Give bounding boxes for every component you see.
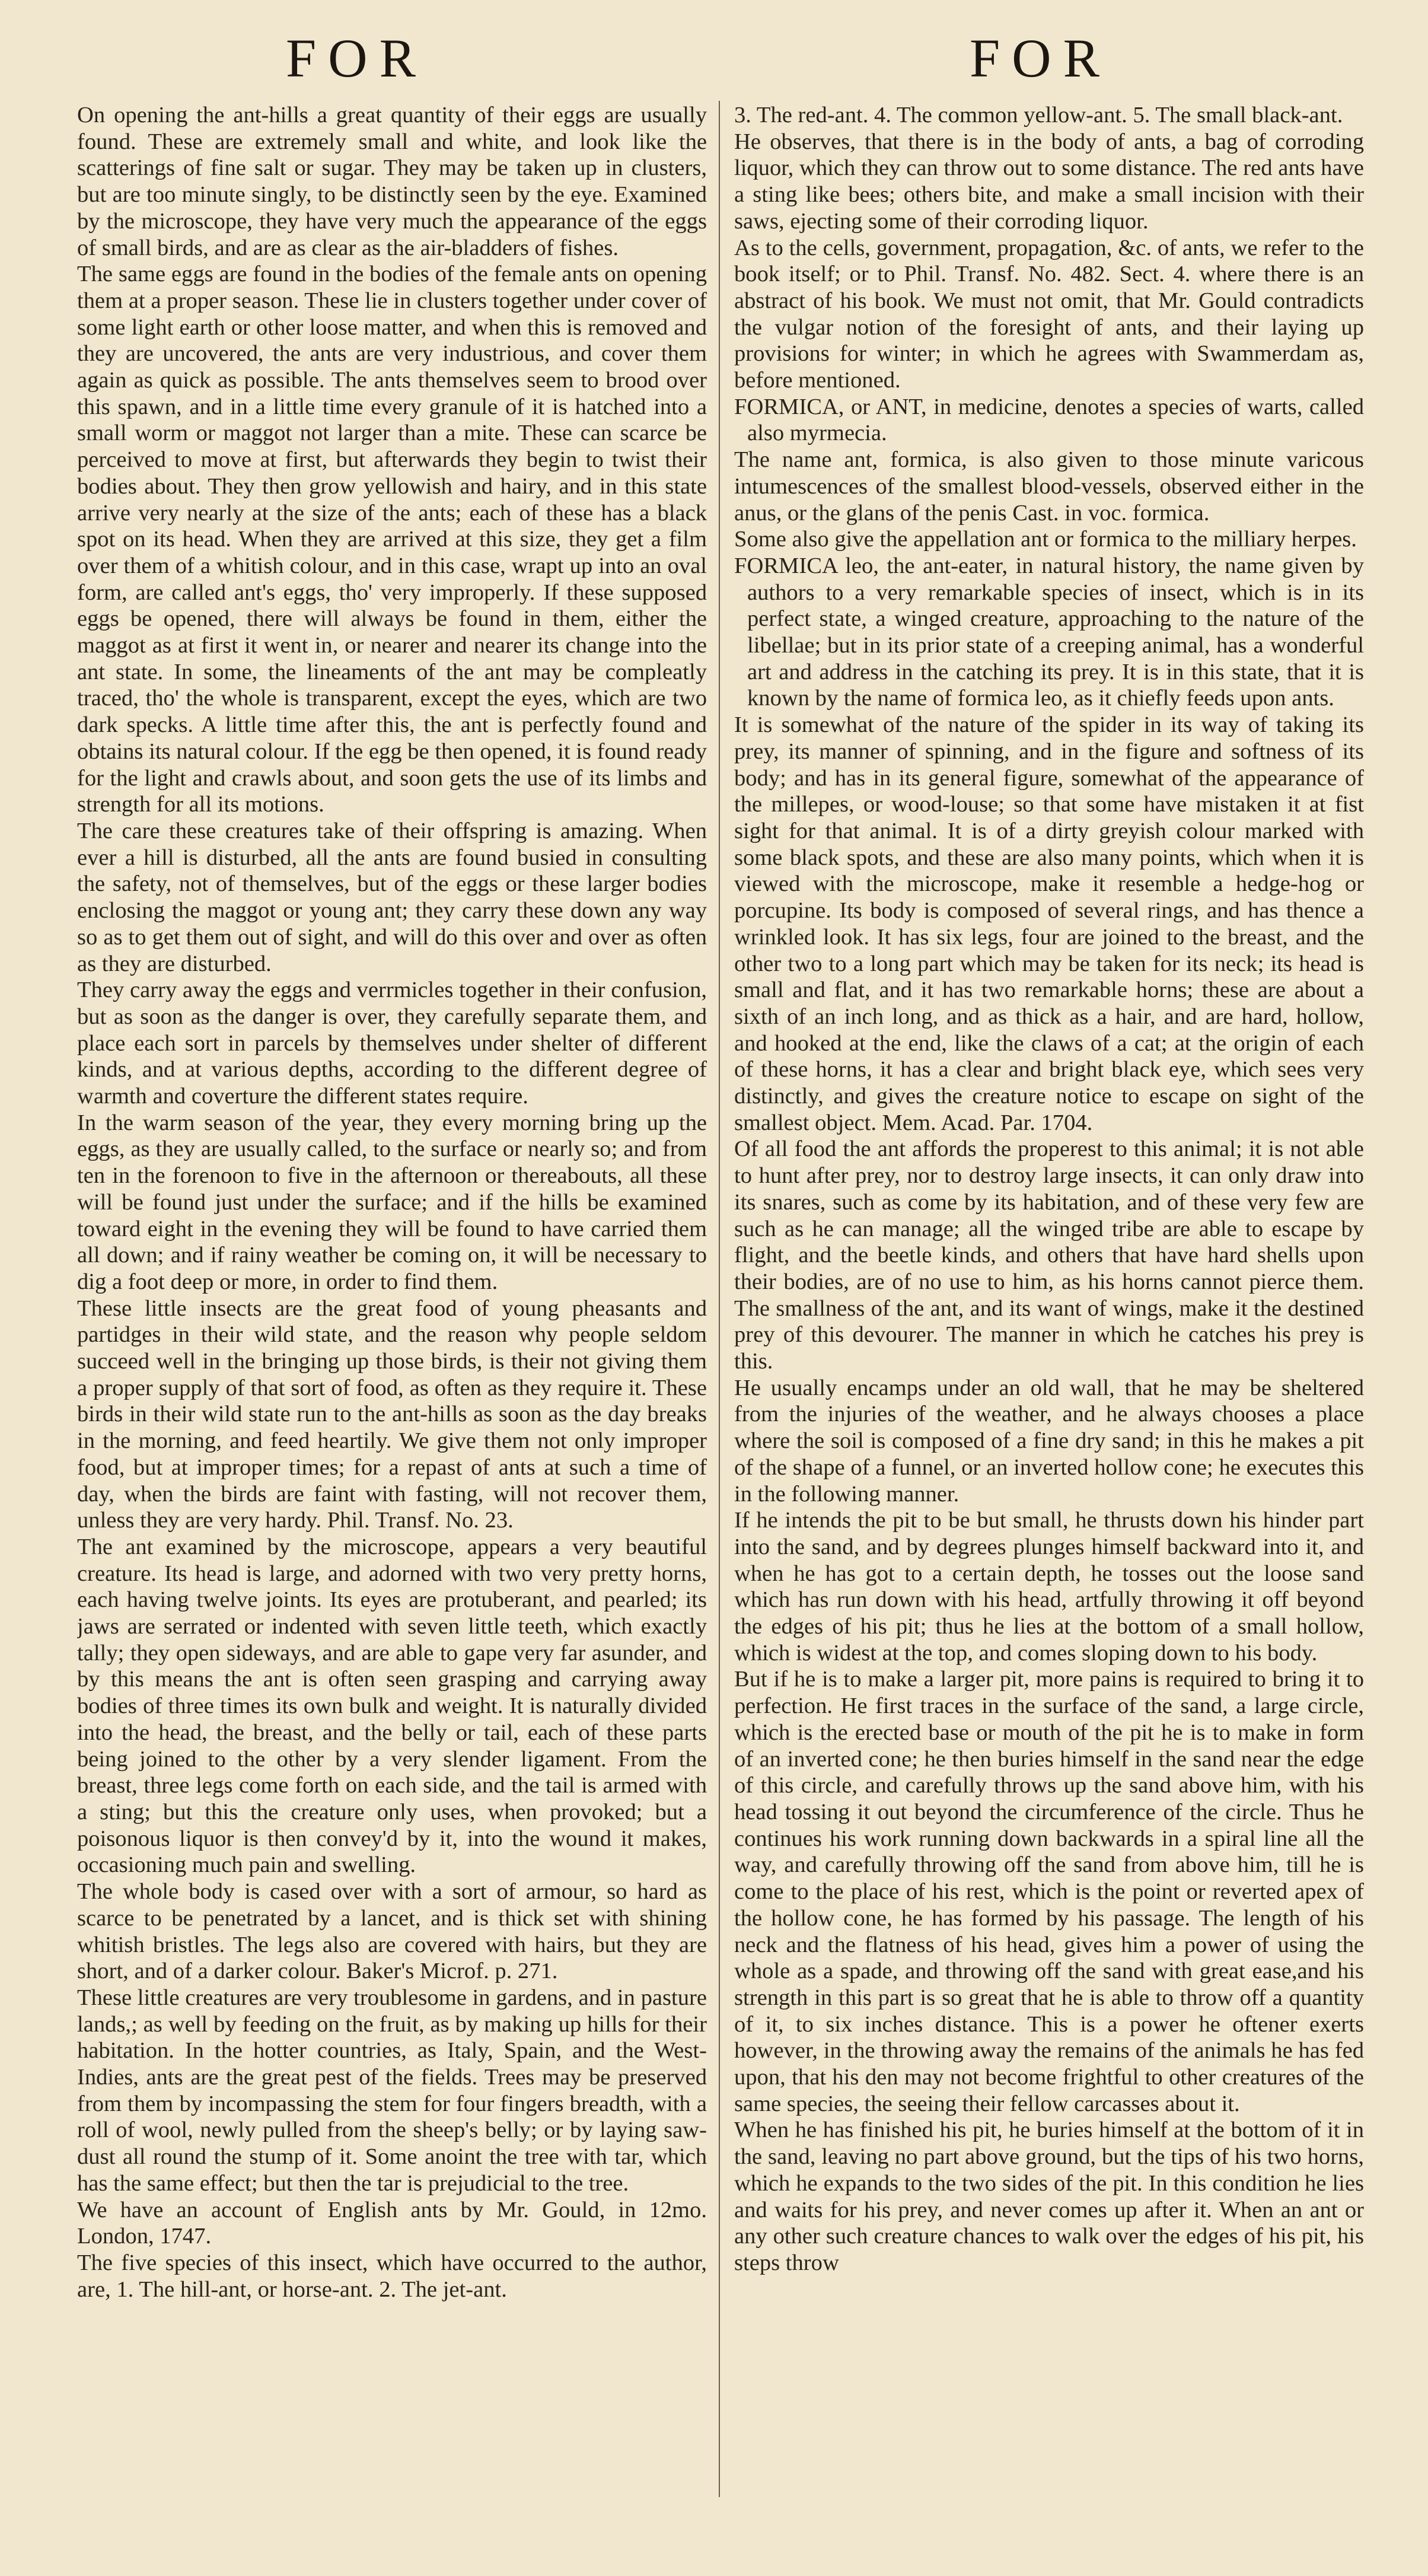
paragraph: These little creatures are very troublesome in gardens, and in pasture lands,; as well by feeding on the fruit, as by making up hills for their habitation. In the hotter countries, as Italy, Spain, and the West-Indies, ants are the great pest of the fields. Trees may be preserved from them by incompassing the stem for four fingers breadth, with a roll of wool, newly pulled from the sheep's belly; or by laying saw-dust all round the stump of it. Some anoint the tree with tar, which has the same effect; but then the tar is prejudicial to the tree.: [77, 1985, 707, 2196]
paragraph: He usually encamps under an old wall, that he may be sheltered from the injuries of the weather, and he always chooses a place where the soil is composed of a fine dry sand; in this he makes a pit of the shape of a funnel, or an inverted hollow cone; he executes this in the following manner.: [734, 1375, 1364, 1507]
entry-formica-leo: FORMICA leo, the ant-eater, in natural history, the name given by authors to a very remarkable species of insect, which is in its perfect state, a winged creature, approaching to the nature of the libellae; but in its prior state of a creeping animal, has a wonderful art and address in the catching its prey. It is in this state, that it is known by the name of formica leo, as it chiefly feeds upon ants.: [734, 553, 1364, 711]
paragraph: The whole body is cased over with a sort of armour, so hard as scarce to be penetrated by a lancet, and is thick set with shining whitish bristles. The legs also are covered with hairs, but they are short, and of a darker colour. Baker's Microf. p. 271.: [77, 1879, 707, 1984]
right-column: [734, 102, 1364, 2552]
paragraph: These little insects are the great food of young pheasants and partidges in their wild state, and the reason why people seldom succeed well in the bringing up those birds, is their not giving them a proper supply of that sort of food, as often as they require it. These birds in their wild state run to the ant-hills as soon as the day breaks in the morning, and feed heartily. We give them not only improper food, but at improper times; for a repast of ants at such a time of day, when the birds are faint with fasting, will not recover them, unless they are very hardy. Phil. Transf. No. 23.: [77, 1295, 707, 1533]
paragraph: We have an account of English ants by Mr. Gould, in 12mo. London, 1747.: [77, 2197, 707, 2249]
paragraph: In the warm season of the year, they every morning bring up the eggs, as they are usually called, to the surface or nearly so; and from ten in the forenoon to five in the afternoon or thereabouts, all these will be found just under the surface; and if the hills be examined toward eight in the evening they will be found to have carried them all down; and if rainy weather be coming on, it will be necessary to dig a foot deep or more, in order to find them.: [77, 1110, 707, 1294]
entry-formica: FORMICA, or ANT, in medicine, denotes a species of warts, called also myrmecia.: [734, 394, 1364, 446]
paragraph: Of all food the ant affords the properest to this animal; it is not able to hunt after prey, nor to destroy large insects, it can only draw into its snares, such as come by its habitation, and of these very few are such as he can manage; all the winged tribe are able to escape by flight, and the beetle kinds, and others that have hard shells upon their bodies, are of no use to him, as his horns cannot pierce them. The smallness of the ant, and its want of wings, make it the destined prey of this devourer. The manner in which he catches his prey is this.: [734, 1136, 1364, 1374]
column-divider: [719, 101, 720, 2497]
paragraph: Some also give the appellation ant or formica to the milliary herpes.: [734, 527, 1357, 552]
paragraph: On opening the ant-hills a great quantity of their eggs are usually found. These are extremely small and white, and look like the scatterings of fine salt or sugar. They may be taken up in clusters, but are too minute singly, to be distinctly seen by the eye. Examined by the microscope, they have very much the appearance of the eggs of small birds, and are as clear as the air-bladders of fishes.: [77, 103, 707, 260]
paragraph: But if he is to make a larger pit, more pains is required to bring it to perfection. He first traces in the surface of the sand, a large circle, which is the erected base or mouth of the pit he is to make in form of an inverted cone; he then buries himself in the sand near the edge of this circle, and carefully throws up the sand above him, with his head tossing it out beyond the circumference of the circle. Thus he continues his work running down backwards in a spiral line all the way, and carefully throwing off the sand from above him, till he is come to the place of his rest, which is the point or reverted apex of the hollow cone, he has formed by his passage. The length of his neck and the flatness of his head, gives him a power of using the whole as a spade, and throwing off the sand with great ease,and his strength in this part is so great that he is able to throw off a quantity of it, to six inches distance. This is a power he oftener exerts however, in the throwing away the remains of the animals he has fed upon, that his den may not become frightful to other creatures of the same species, the seeing their fellow carcasses about it.: [734, 1667, 1364, 2116]
paragraph: The ant examined by the microscope, appears a very beautiful creature. Its head is large, and adorned with two very pretty horns, each having twelve joints. Its eyes are protuberant, and pearled; its jaws are serrated or indented with seven little teeth, which exactly tally; they open sideways, and are able to gape very far asunder, and by this means the ant is often seen grasping and carrying away bodies of three times its own bulk and weight. It is naturally divided into the head, the breast, and the belly or tail, each of these parts being joined to the other by a very slender ligament. From the breast, three legs come forth on each side, and the tail is armed with a sting; but this the creature only uses, when provoked; but a poisonous liquor is then convey'd by it, into the wound it makes, occasioning much pain and swelling.: [77, 1534, 707, 1878]
paragraph: He observes, that there is in the body of ants, a bag of corroding liquor, which they can throw out to some distance. The red ants have a sting like bees; others bite, and make a small incision with their saws, ejecting some of their corroding liquor.: [734, 129, 1364, 234]
paragraph: The five species of this insect, which have occurred to the author, are, 1. The hill-ant, or horse-ant. 2. The jet-ant.: [77, 2250, 707, 2302]
paragraph: If he intends the pit to be but small, he thrusts down his hinder part into the sand, and by degrees plunges himself backward into it, and when he has got to a certain depth, he tosses out the loose sand which has run down with his head, artfully throwing it off beyond the edges of his pit; thus he lies at the bottom of a small hollow, which is widest at the top, and comes sloping down to his body.: [734, 1508, 1364, 1666]
paragraph: 3. The red-ant. 4. The common yellow-ant. 5. The small black-ant.: [734, 103, 1343, 128]
running-head-left: FOR: [286, 28, 428, 88]
running-head-right: FOR: [970, 28, 1111, 88]
left-column: [77, 102, 707, 2552]
paragraph: The care these creatures take of their offspring is amazing. When ever a hill is disturbed, all the ants are found busied in consulting the safety, not of themselves, but of the eggs or these larger bodies enclosing the maggot or young ant; they carry these down any way so as to get them out of sight, and will do this over and over as often as they are disturbed.: [77, 818, 707, 976]
paragraph: The name ant, formica, is also given to those minute varicous intumescences of the smallest blood-vessels, observed either in the anus, or the glans of the penis Cast. in voc. formica.: [734, 447, 1364, 526]
paragraph: When he has finished his pit, he buries himself at the bottom of it in the sand, leaving no part above ground, but the tips of his two horns, which he expands to the two sides of the pit. In this condition he lies and waits for his prey, and never comes up after it. When an ant or any other such creature chances to walk over the edges of his pit, his steps throw: [734, 2118, 1364, 2275]
paragraph: It is somewhat of the nature of the spider in its way of taking its prey, its manner of spinning, and in the figure and softness of its body; and has in its general figure, somewhat of the appearance of the millepes, or wood-louse; so that some have mistaken it at fist sight for that animal. It is of a dirty greyish colour marked with some black spots, and these are also many points, which when it is viewed with the microscope, make it resemble a hedge-hog or porcupine. Its body is composed of several rings, and has thence a wrinkled look. It has six legs, four are joined to the breast, and the other two to a long part which may be taken for its neck; its head is small and flat, and it has two remarkable horns; these are about a sixth of an inch long, and as thick as a hair, and are hard, hollow, and hooked at the end, like the claws of a cat; at the origin of each of these horns, it has a clear and bright black eye, which sees very distinctly, and gives the creature notice to escape on sight of the smallest object. Mem. Acad. Par. 1704.: [734, 712, 1364, 1135]
paragraph: They carry away the eggs and verrmicles together in their confusion, but as soon as the danger is over, they carefully separate them, and place each sort in parcels by themselves under shelter of different kinds, and at various depths, according to the different degree of warmth and coverture the different states require.: [77, 977, 707, 1109]
paragraph: The same eggs are found in the bodies of the female ants on opening them at a proper season. These lie in clusters together under cover of some light earth or other loose matter, and when this is removed and they are uncovered, the ants are very industrious, and cover them again as quick as possible. The ants themselves seem to brood over this spawn, and in a little time every granule of it is hatched into a small worm or maggot not larger than a mite. These can scarce be perceived to move at first, but afterwards they begin to twist their bodies about. They then grow yellowish and hairy, and in this state arrive very nearly at the size of the ants; each of these has a black spot on its head. When they are arrived at this size, they get a film over them of a whitish colour, and in this case, wrapt up into an oval form, are called ant's eggs, tho' very improperly. If these supposed eggs be opened, there will always be found in them, either the maggot as at first it went in, or nearer and nearer its change into the ant state. In some, the lineaments of the ant may be compleatly traced, tho' the whole is transparent, except the eyes, which are two dark specks. A little time after this, the ant is perfectly found and obtains its natural colour. If the egg be then opened, it is found ready for the light and crawls about, and soon gets the use of its limbs and strength for all its motions.: [77, 262, 707, 817]
paragraph: As to the cells, government, propagation, &c. of ants, we refer to the book itself; or to Phil. Transf. No. 482. Sect. 4. where there is an abstract of his book. We must not omit, that Mr. Gould contradicts the vulgar notion of the foresight of ants, and their laying up provisions for winter; in which he agrees with Swammerdam as, before mentioned.: [734, 235, 1364, 393]
